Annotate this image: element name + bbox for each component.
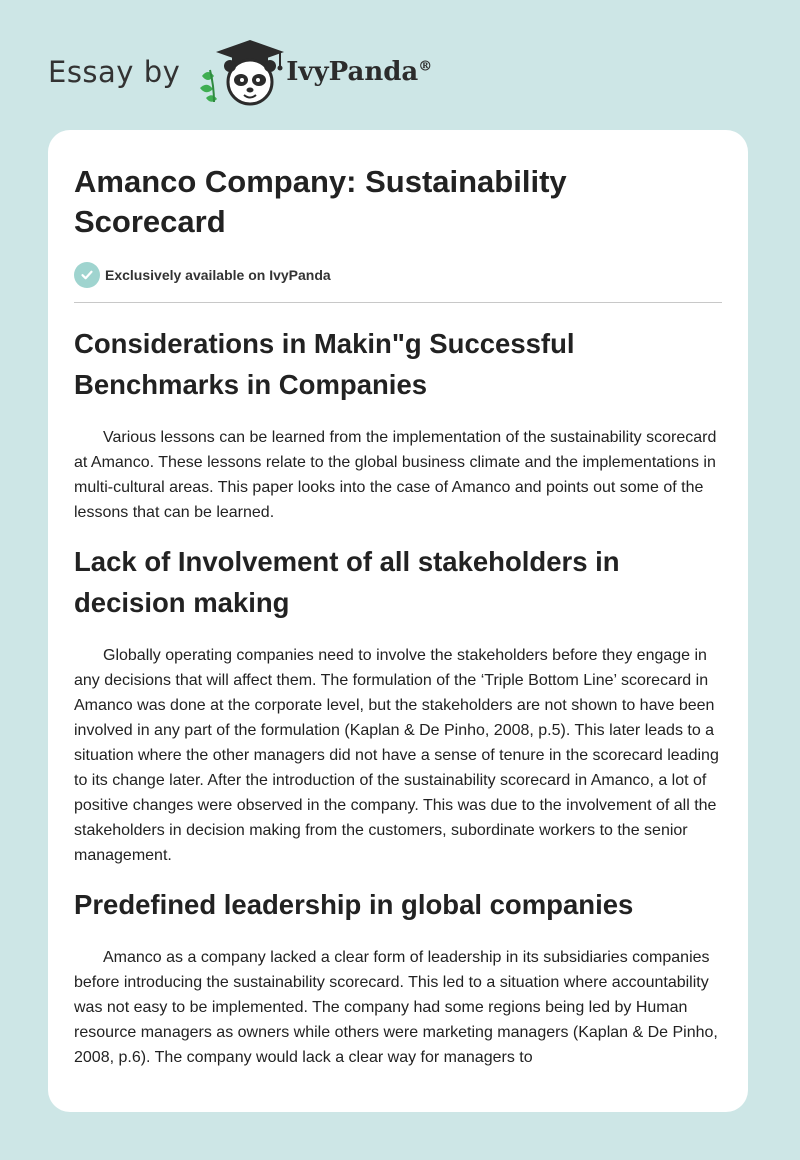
essay-card [48, 130, 748, 1112]
section-paragraph: Various lessons can be learned from the implementation of the sustainability scorecard at Amanco. These lessons relate to the global business climate and the implementations in multi-cultural areas. This paper looks into the case of Amanco and points out some of the lessons that can be learned. [74, 429, 717, 521]
essay-title: Amanco Company: Sustainability Scorecard [74, 164, 567, 239]
section-heading: Lack of Involvement of all stakeholders in decision making [74, 546, 620, 618]
registered-mark: ® [418, 58, 433, 75]
section-predefined-leadership [74, 884, 722, 1070]
check-circle-icon [74, 262, 100, 288]
section-paragraph: Amanco as a company lacked a clear form of leadership in its subsidiaries companies before introducing the sustainability scorecard. This led to a situation where accountability was not easy to be implemented. The company had some regions being led by Human resource managers as owners while others were marketing managers (Kaplan & De Pinho, 2008, p.6). The company would lack a clear way for managers to [74, 949, 718, 1066]
brand-prefix: Essay by [48, 55, 181, 89]
section-heading: Considerations in Makin"g Successful Benchmarks in Companies [74, 328, 575, 400]
section-lack-of-involvement [74, 541, 722, 868]
title-divider [74, 302, 722, 303]
section-considerations [74, 323, 722, 525]
site-brand[interactable] [48, 36, 432, 108]
panda-logo-icon [194, 36, 290, 108]
badge-text: Exclusively available on IvyPanda [105, 267, 331, 283]
exclusive-badge [74, 262, 722, 288]
brand-name: IvyPanda® [286, 57, 433, 87]
section-paragraph: Globally operating companies need to involve the stakeholders before they engage in any decisions that will affect them. The formulation of the ‘Triple Bottom Line’ scorecard in Amanco was done at the corporate level, but the stakeholders are not shown to have been involved in any part of the formulation (Kaplan & De Pinho, 2008, p.5). This later leads to a situation where the other managers did not have a sense of tenure in the scorecard leading to its change later. After the introduction of the sustainability scorecard in Amanco, a lot of positive changes were observed in the company. This was due to the involvement of all the stakeholders in decision making from the customers, subordinate workers to the senior management. [74, 647, 719, 864]
section-heading: Predefined leadership in global companies [74, 889, 634, 920]
